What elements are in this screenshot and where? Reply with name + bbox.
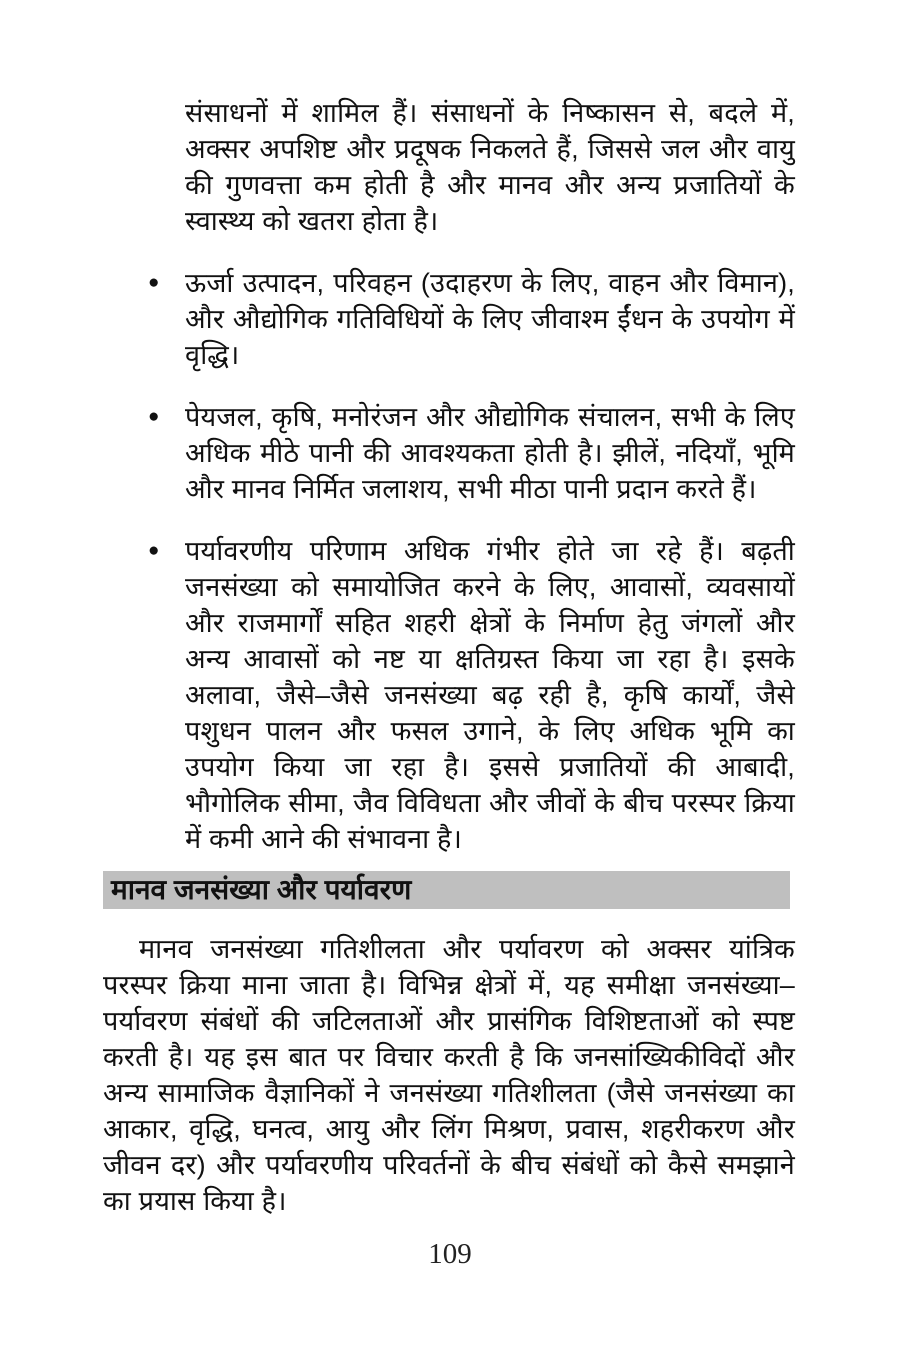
bullet-text: पेयजल, कृषि, मनोरंजन और औद्योगिक संचालन, सभी के लिए अधिक मीठे पानी की आवश्यकता होती है। झीलें, नदियाँ, भूमि और मानव निर्मित जलाशय, सभी मीठा पानी प्रदान करते हैं।: [185, 402, 795, 504]
bullet-icon: ●: [148, 540, 160, 561]
page-number: 109: [428, 1238, 472, 1270]
bullet-icon: ●: [148, 272, 160, 293]
section-heading: मानव जनसंख्या और पर्यावरण: [103, 871, 790, 909]
list-item: [148, 399, 795, 507]
main-paragraph: मानव जनसंख्या गतिशीलता और पर्यावरण को अक्सर यांत्रिक परस्पर क्रिया माना जाता है। विभिन्न क्षेत्रों में, यह समीक्षा जनसंख्या–पर्यावरण संबंधों की जटिलताओं और प्रासंगिक विशिष्टताओं को स्पष्ट करती है। यह इस बात पर विचार करती है कि जनसांख्यिकीविदों और अन्य सामाजिक वैज्ञानिकों ने जनसंख्या गतिशीलता (जैसे जनसंख्या का आकार, वृद्धि, घनत्व, आयु और लिंग मिश्रण, प्रवास, शहरीकरण और जीवन दर) और पर्यावरणीय परिवर्तनों के बीच संबंधों को कैसे समझाने का प्रयास किया है।: [103, 934, 795, 1216]
bullet-icon: ●: [148, 406, 160, 427]
bullet-text: ऊर्जा उत्पादन, परिवहन (उदाहरण के लिए, वाहन और विमान), और औद्योगिक गतिविधियों के लिए जीवाश्म ईंधन के उपयोग में वृद्धि।: [185, 268, 795, 370]
list-item: [148, 265, 795, 373]
bullet-text: पर्यावरणीय परिणाम अधिक गंभीर होते जा रहे हैं। बढ़ती जनसंख्या को समायोजित करने के लिए, आवासों, व्यवसायों और राजमार्गों सहित शहरी क्षेत्रों के निर्माण हेतु जंगलों और अन्य आवासों को नष्ट या क्षतिग्रस्त किया जा रहा है। इसके अलावा, जैसे–जैसे जनसंख्या बढ़ रही है, कृषि कार्यों, जैसे पशुधन पालन और फसल उगाने, के लिए अधिक भूमि का उपयोग किया जा रहा है। इससे प्रजातियों की आबादी, भौगोलिक सीमा, जैव विविधता और जीवों के बीच परस्पर क्रिया में कमी आने की संभावना है।: [185, 536, 795, 854]
bullet-list: [148, 265, 795, 857]
paragraph-continuation: संसाधनों में शामिल हैं। संसाधनों के निष्कासन से, बदले में, अक्सर अपशिष्ट और प्रदूषक निकलते हैं, जिससे जल और वायु की गुणवत्ता कम होती है और मानव और अन्य प्रजातियों के स्वास्थ्य को खतरा होता है।: [185, 98, 795, 236]
list-item: [148, 533, 795, 857]
page-content: [103, 95, 795, 1219]
